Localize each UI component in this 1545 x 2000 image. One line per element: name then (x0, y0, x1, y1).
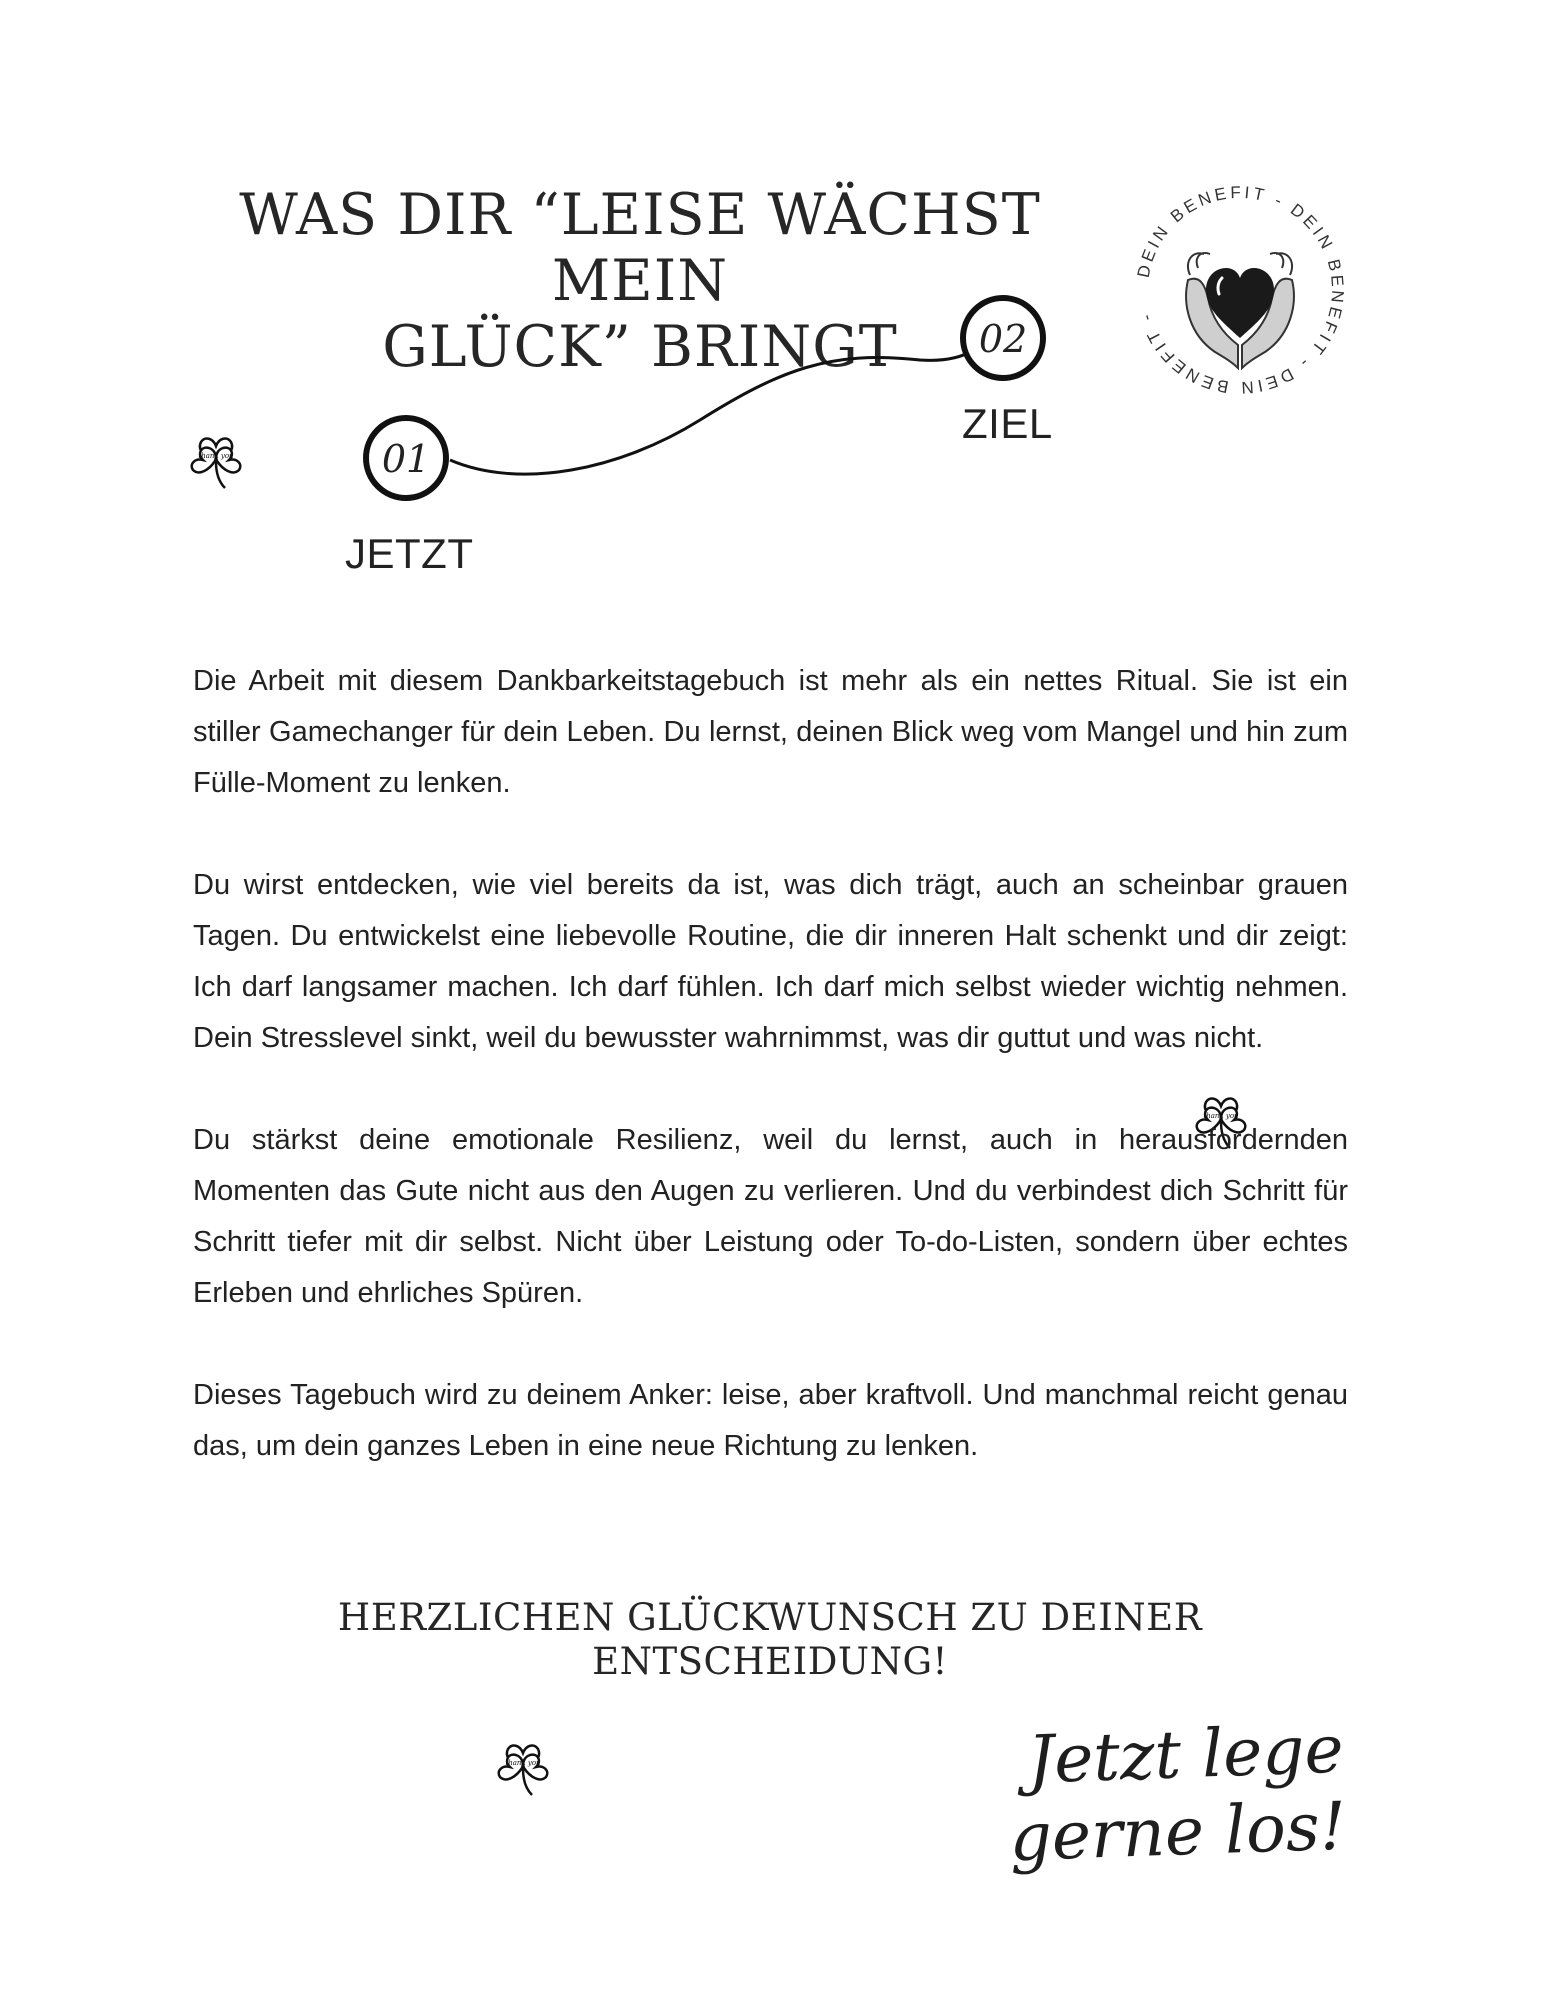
congratulations-heading (250, 1596, 1290, 1684)
paragraph-3: Du stärkst deine emotionale Resilienz, weil du lernst, auch in herausfordernden Momenten das Gute nicht aus den Augen zu verlieren. Und du verbindest dich Schritt für Schritt tiefer mit dir selbst. Nicht über Leistung oder To-do-Listen, sondern über echtes Erleben und ehrliches Spüren. (193, 1124, 1348, 1309)
congrats-line-2: ENTSCHEIDUNG! (592, 1640, 948, 1683)
paragraph-2: Du wirst entdecken, wie viel bereits da ist, was dich trägt, auch an scheinbar grauen Tagen. Du entwickelst eine liebevolle Routine, die dir inneren Halt schenkt und dir zeigt: Ich darf langsamer machen. Ich darf fühlen. Ich darf mich selbst wieder wichtig nehmen. Dein Stresslevel sinkt, weil du bewusster wahrnimmst, was dir guttut und was nicht. (193, 869, 1348, 1054)
step-number-01: 01 (381, 437, 431, 481)
step-circle-02 (963, 298, 1043, 378)
step-label-jetzt: JETZT (345, 530, 474, 577)
paragraph-1: Die Arbeit mit diesem Dankbarkeitstagebuch ist mehr als ein nettes Ritual. Sie ist ein stiller Gamechanger für dein Leben. Du lernst, deinen Blick weg vom Mangel und hin zum Fülle-Moment zu lenken. (193, 665, 1348, 799)
svg-text:thank you: thank you (1203, 1112, 1239, 1120)
svg-text:thank you: thank you (505, 1759, 541, 1767)
badge-ring-text: DEIN BENEFIT - DEIN BENEFIT - DEIN BENEFIT - (1133, 182, 1348, 398)
paragraph-4: Dieses Tagebuch wird zu deinem Anker: leise, aber kraftvoll. Und manchmal reicht genau das, um dein ganzes Leben in eine neue Richtung zu lenken. (193, 1379, 1348, 1462)
title-line-2: GLÜCK” BRINGT (382, 314, 898, 380)
signoff-script: Jetzt lege gerne los! (1008, 1710, 1348, 1877)
step-number-02: 02 (978, 317, 1028, 361)
progress-path (0, 0, 1545, 700)
step-label-ziel: ZIEL (962, 400, 1053, 447)
body-text (193, 656, 1348, 1523)
shamrock-icon (490, 1735, 556, 1801)
connector-curve (450, 350, 975, 474)
title-line-1: WAS DIR “LEISE WÄCHST MEIN (239, 182, 1041, 314)
congrats-line-1: HERZLICHEN GLÜCKWUNSCH ZU DEINER (337, 1596, 1203, 1639)
svg-text:thank you: thank you (198, 452, 234, 460)
step-circle-01 (366, 418, 446, 498)
shamrock-icon (183, 428, 249, 494)
